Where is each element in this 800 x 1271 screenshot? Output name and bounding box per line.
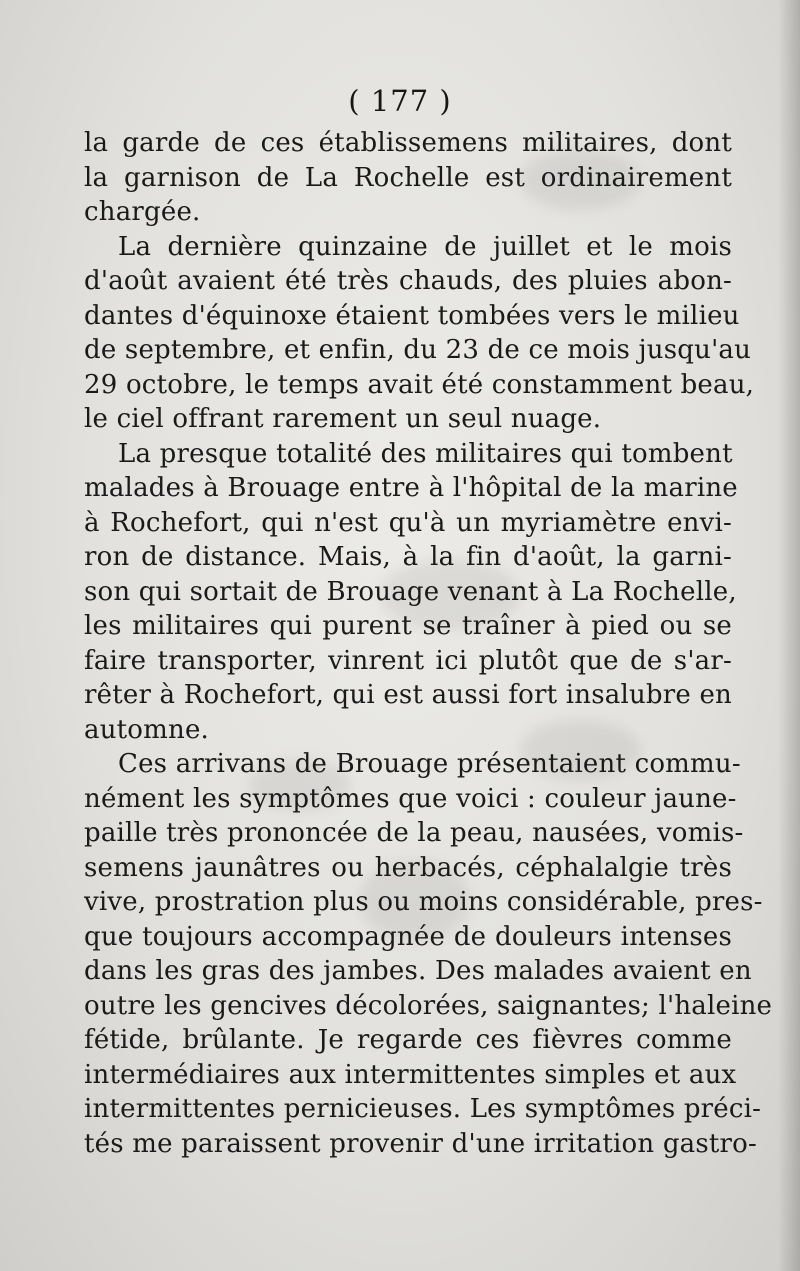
text-line: de septembre, et enfin, du 23 de ce mois jusqu'au xyxy=(84,335,752,365)
text-line: automne. xyxy=(84,714,209,745)
text-line: outre les gencives décolorées, saignantes; l'haleine xyxy=(84,990,773,1021)
text-line: malades à Brouage entre à l'hôpital de la marine xyxy=(84,473,738,503)
page-number: ( 177 ) xyxy=(348,84,452,118)
text-line: le ciel offrant rarement un seul nuage. xyxy=(84,404,602,434)
text-line: vive, prostration plus ou moins considérable, pres- xyxy=(84,887,763,917)
text-line: chargée. xyxy=(84,197,201,227)
text-line: d'août avaient été très chauds, des pluies abon- xyxy=(84,266,732,296)
text-line: faire transporter, vinrent ici plutôt que de s'ar- xyxy=(84,645,732,676)
text-line: semens jaunâtres ou herbacés, céphalalgie très xyxy=(84,852,732,883)
text-line: la garde de ces établissemens militaires, dont xyxy=(84,128,732,158)
page-edge-shadow xyxy=(778,0,800,1271)
text-line: la garnison de La Rochelle est ordinairement xyxy=(84,162,732,193)
text-line: La presque totalité des militaires qui tombent xyxy=(118,438,733,469)
text-line: son qui sortait de Brouage venant à La Rochelle, xyxy=(84,576,737,607)
text-line: tés me paraissent provenir d'une irritation gastro- xyxy=(84,1128,758,1159)
text-line: rêter à Rochefort, qui est aussi fort insalubre en xyxy=(84,680,732,710)
text-line: La dernière quinzaine de juillet et le mois xyxy=(118,231,732,262)
text-line: intermittentes pernicieuses. Les symptômes préci- xyxy=(84,1094,762,1124)
text-line: dantes d'équinoxe étaient tombées vers le milieu xyxy=(84,300,740,331)
body-text xyxy=(84,126,773,1161)
text-line: intermédiaires aux intermittentes simples et aux xyxy=(84,1059,737,1090)
text-line: fétide, brûlante. Je regarde ces fièvres comme xyxy=(84,1025,732,1055)
text-line: paille très prononcée de la peau, nausées, vomis- xyxy=(84,818,744,848)
text-line: ron de distance. Mais, à la fin d'août, la garni- xyxy=(84,542,732,572)
text-line: Ces arrivans de Brouage présentaient commu- xyxy=(118,749,741,779)
text-line: à Rochefort, qui n'est qu'à un myriamètre envi- xyxy=(84,507,732,538)
text-line: nément les symptômes que voici : couleur jaune- xyxy=(84,783,737,814)
text-line: que toujours accompagnée de douleurs intenses xyxy=(84,921,732,952)
text-line: les militaires qui purent se traîner à pied ou se xyxy=(84,611,732,641)
text-line: 29 octobre, le temps avait été constamment beau, xyxy=(84,369,755,400)
text-line: dans les gras des jambes. Des malades avaient en xyxy=(84,956,752,986)
